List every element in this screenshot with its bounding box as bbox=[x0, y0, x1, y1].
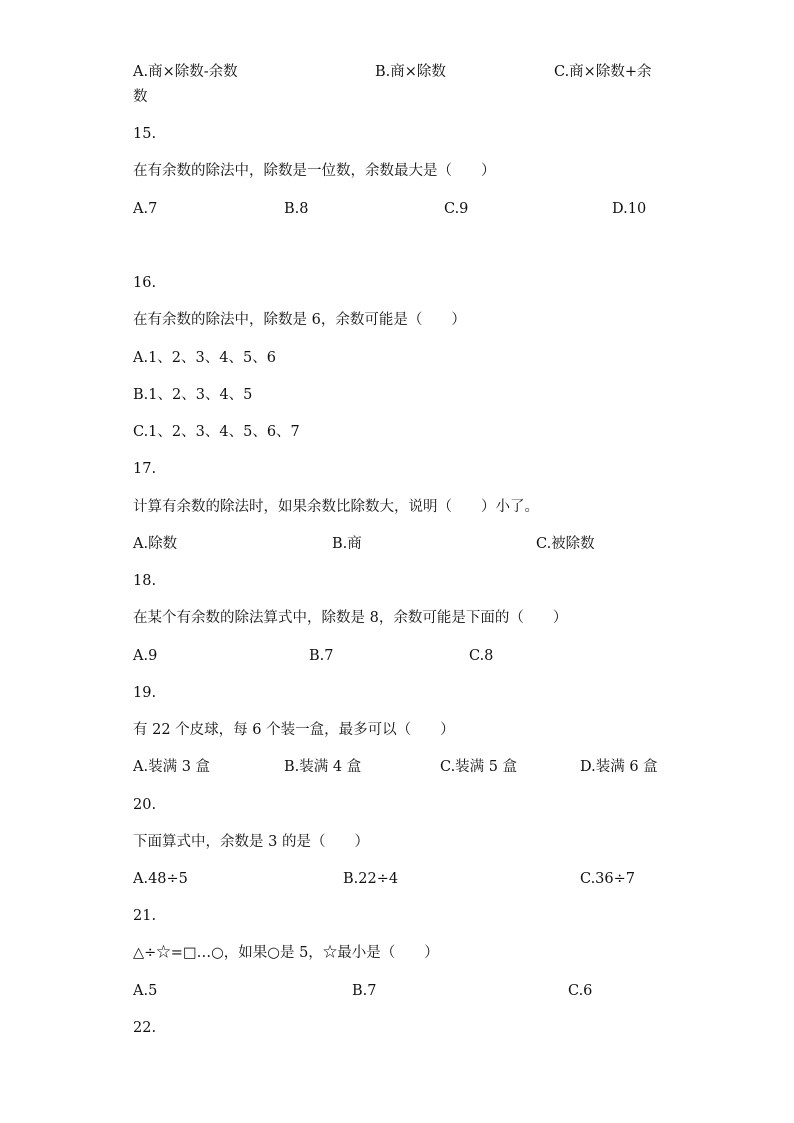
q17-option-b: B.商 bbox=[332, 536, 362, 552]
q19-question: 有 22 个皮球，每 6 个装一盒，最多可以（ ） bbox=[133, 722, 455, 738]
q16-option-a: A.1、2、3、4、5、6 bbox=[133, 350, 276, 366]
q18-option-b: B.7 bbox=[309, 648, 334, 664]
q16-question: 在有余数的除法中，除数是 6，余数可能是（ ） bbox=[133, 312, 466, 328]
q19-number: 19. bbox=[133, 685, 157, 701]
q17-option-a: A.除数 bbox=[133, 536, 178, 552]
q15-option-a: A.7 bbox=[133, 201, 158, 217]
q14-option-b: B.商×除数 bbox=[375, 64, 446, 80]
q20-option-c: C.36÷7 bbox=[580, 871, 636, 887]
q21-option-c: C.6 bbox=[568, 983, 593, 999]
q20-option-b: B.22÷4 bbox=[343, 871, 399, 887]
q15-number: 15. bbox=[133, 126, 157, 142]
q19-option-c: C.装满 5 盒 bbox=[440, 759, 518, 775]
q19-option-a: A.装满 3 盒 bbox=[133, 759, 211, 775]
q21-question: △÷☆=□…○，如果○是 5，☆最小是（ ） bbox=[133, 945, 439, 961]
q14-option-c: C.商×除数+余 bbox=[554, 64, 652, 80]
q18-option-a: A.9 bbox=[133, 648, 158, 664]
q15-option-d: D.10 bbox=[612, 201, 647, 217]
q17-option-c: C.被除数 bbox=[536, 536, 595, 552]
q15-option-b: B.8 bbox=[284, 201, 309, 217]
q19-option-d: D.装满 6 盒 bbox=[580, 759, 658, 775]
q18-number: 18. bbox=[133, 573, 157, 589]
q21-option-a: A.5 bbox=[133, 983, 158, 999]
q20-option-a: A.48÷5 bbox=[133, 871, 188, 887]
q20-number: 20. bbox=[133, 797, 157, 813]
q19-option-b: B.装满 4 盒 bbox=[284, 759, 362, 775]
q16-option-c: C.1、2、3、4、5、6、7 bbox=[133, 424, 300, 440]
q21-number: 21. bbox=[133, 908, 157, 924]
q16-option-b: B.1、2、3、4、5 bbox=[133, 387, 253, 403]
q14-option-a: A.商×除数-余数 bbox=[133, 64, 238, 80]
q18-question: 在某个有余数的除法算式中，除数是 8，余数可能是下面的（ ） bbox=[133, 610, 568, 626]
q14-option-c-wrap: 数 bbox=[133, 89, 148, 105]
q16-number: 16. bbox=[133, 275, 157, 291]
q20-question: 下面算式中，余数是 3 的是（ ） bbox=[133, 834, 369, 850]
q17-question: 计算有余数的除法时，如果余数比除数大，说明（ ）小了。 bbox=[133, 499, 539, 515]
q15-question: 在有余数的除法中，除数是一位数，余数最大是（ ） bbox=[133, 163, 496, 179]
q22-number: 22. bbox=[133, 1020, 157, 1036]
q18-option-c: C.8 bbox=[469, 648, 494, 664]
q21-option-b: B.7 bbox=[352, 983, 377, 999]
q17-number: 17. bbox=[133, 461, 157, 477]
q15-option-c: C.9 bbox=[444, 201, 469, 217]
